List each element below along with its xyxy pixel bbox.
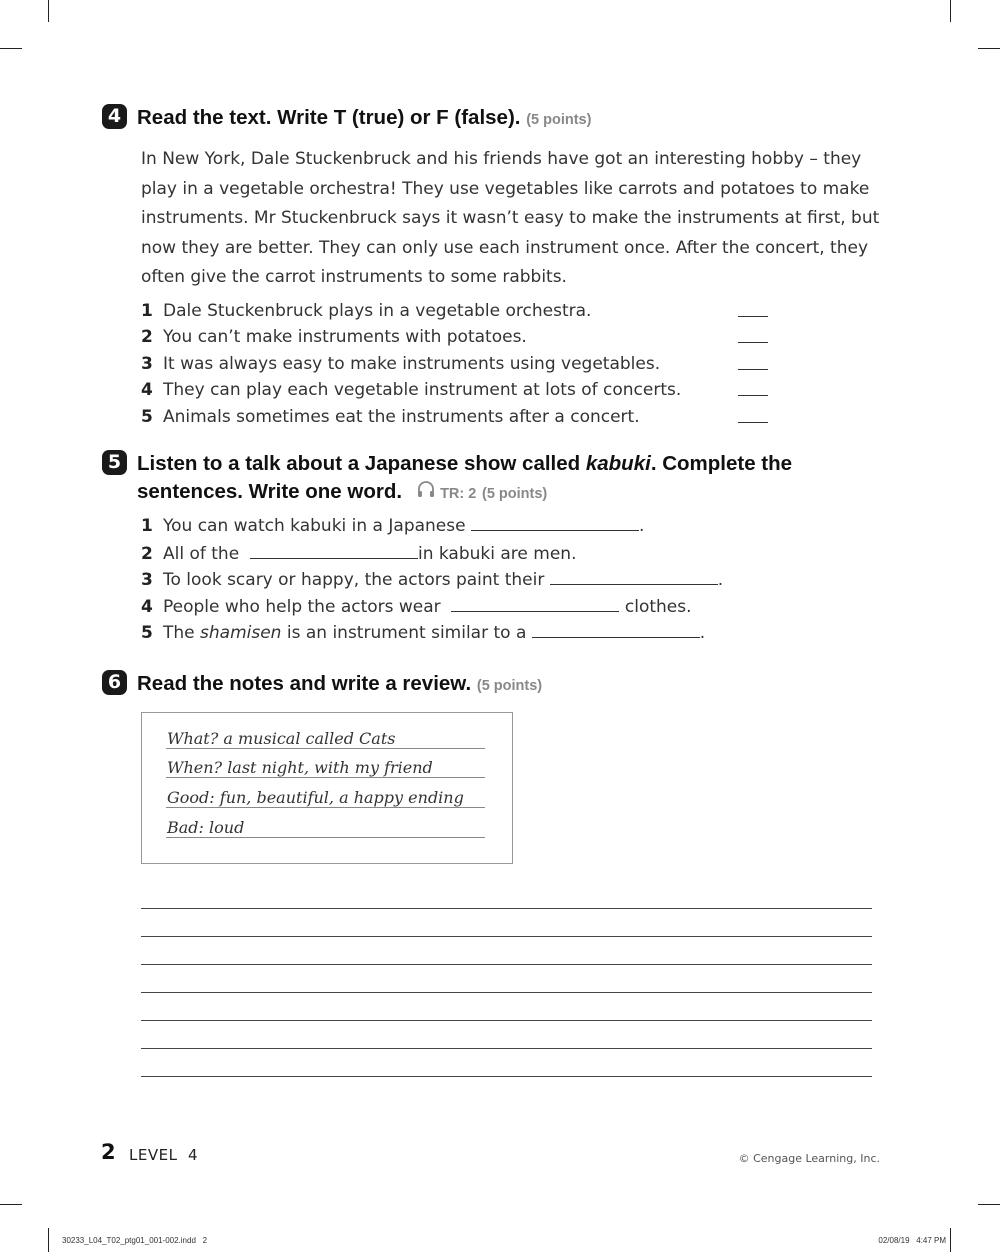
- true-false-item: [141, 380, 681, 400]
- item-number: 5: [141, 407, 153, 427]
- writing-line[interactable]: [141, 908, 872, 909]
- page-number: 2: [101, 1140, 116, 1164]
- heading-text: Read the notes and write a review.: [137, 672, 472, 695]
- item-text: All of the: [163, 544, 240, 564]
- crop-mark: [950, 1228, 951, 1252]
- item-text: To look scary or happy, the actors paint their: [163, 570, 545, 590]
- paragraph-line: In New York, Dale Stuckenbruck and his friends have got an interesting hobby – they: [141, 149, 862, 169]
- item-italic-word: shamisen: [200, 623, 282, 643]
- slug-file-info: 30233_L04_T02_ptg01_001-002.indd 2: [62, 1236, 208, 1245]
- track-label: TR: 2: [440, 486, 477, 502]
- true-false-item: [141, 407, 640, 427]
- paragraph-line: now they are better. They can only use each instrument once. After the concert, they: [141, 237, 869, 258]
- crop-mark: [0, 48, 22, 49]
- true-false-item: [141, 354, 660, 374]
- answer-blank[interactable]: [532, 636, 700, 638]
- item-text: .: [638, 516, 645, 536]
- item-number: 1: [141, 516, 153, 536]
- crop-mark: [978, 1204, 1000, 1205]
- heading-text: . Complete the: [650, 452, 793, 475]
- item-number: 5: [141, 623, 153, 643]
- heading-text: sentences. Write one word.: [137, 480, 403, 503]
- heading-text: Read the text. Write T (true) or F (false).: [137, 106, 521, 129]
- answer-blank[interactable]: [250, 557, 418, 559]
- item-text: It was always easy to make instruments using vegetables.: [163, 354, 661, 374]
- heading-italic: kabuki: [585, 452, 651, 475]
- note-line: Bad: loud: [166, 818, 485, 838]
- item-number: 2: [141, 327, 153, 347]
- section-5-heading: [102, 450, 792, 508]
- item-text: You can watch kabuki in a Japanese: [163, 516, 466, 536]
- section-number-badge: 4: [102, 104, 127, 129]
- item-number: 3: [141, 570, 153, 590]
- item-number: 1: [141, 301, 153, 321]
- answer-blank[interactable]: [738, 395, 768, 396]
- item-number: 4: [141, 380, 153, 400]
- section-number-badge: 6: [102, 670, 127, 695]
- points-label: (5 points): [482, 486, 548, 502]
- item-text: is an instrument similar to a: [281, 623, 527, 643]
- copyright-notice: © Cengage Learning, Inc.: [738, 1152, 880, 1165]
- points-label: (5 points): [526, 112, 592, 128]
- paragraph-line: play in a vegetable orchestra! They use vegetables like carrots and potatoes to make: [141, 178, 870, 199]
- true-false-item: [141, 327, 527, 347]
- item-number: 2: [141, 544, 153, 564]
- writing-line[interactable]: [141, 1076, 872, 1077]
- item-text: Animals sometimes eat the instruments after a concert.: [163, 407, 640, 427]
- writing-line[interactable]: [141, 1020, 872, 1021]
- item-text: Dale Stuckenbruck plays in a vegetable orchestra.: [163, 301, 592, 321]
- level-label: LEVEL 4: [129, 1146, 199, 1164]
- section-6-heading: [102, 670, 542, 700]
- writing-line[interactable]: [141, 1048, 872, 1049]
- item-text: .: [699, 623, 706, 643]
- writing-line[interactable]: [141, 964, 872, 965]
- answer-blank[interactable]: [471, 529, 639, 531]
- section-number-badge: 5: [102, 450, 127, 475]
- answer-blank[interactable]: [738, 342, 768, 343]
- answer-blank[interactable]: [550, 583, 718, 585]
- item-number: 4: [141, 597, 153, 617]
- heading-line-1: [137, 450, 792, 478]
- heading-line-2: [137, 478, 792, 508]
- item-text: clothes.: [624, 597, 692, 617]
- crop-mark: [0, 1204, 22, 1205]
- reading-text: [141, 145, 881, 293]
- crop-mark: [950, 0, 951, 22]
- paragraph-line: instruments. Mr Stuckenbruck says it wasn’t easy to make the instruments at first, but: [141, 208, 880, 228]
- note-line: What? a musical called Cats: [166, 729, 485, 749]
- headphones-icon: [416, 479, 436, 507]
- paragraph-line: often give the carrot instruments to some rabbits.: [141, 267, 567, 287]
- answer-blank[interactable]: [738, 369, 768, 370]
- answer-blank[interactable]: [451, 610, 619, 612]
- section-title: [137, 670, 542, 700]
- item-text: You can’t make instruments with potatoes.: [163, 327, 527, 347]
- item-text: in kabuki are men.: [417, 544, 577, 564]
- crop-mark: [48, 0, 49, 22]
- fill-in-item: [141, 516, 644, 536]
- writing-line[interactable]: [141, 992, 872, 993]
- slug-date: 02/08/19 4:47 PM: [878, 1236, 946, 1245]
- answer-blank[interactable]: [738, 316, 768, 317]
- section-4-heading: [102, 104, 591, 134]
- fill-in-item: [141, 597, 692, 617]
- item-text: People who help the actors wear: [163, 597, 441, 617]
- crop-mark: [978, 48, 1000, 49]
- item-text: The: [163, 623, 201, 643]
- points-label: (5 points): [476, 678, 543, 694]
- notes-box: [141, 712, 513, 864]
- fill-in-item: [141, 544, 576, 564]
- true-false-item: [141, 301, 591, 321]
- heading-text: Listen to a talk about a Japanese show called: [137, 452, 586, 475]
- item-text: .: [717, 570, 724, 590]
- section-title: [137, 450, 792, 508]
- writing-line[interactable]: [141, 936, 872, 937]
- crop-mark: [48, 1228, 49, 1252]
- fill-in-item: [141, 570, 723, 590]
- note-line: Good: fun, beautiful, a happy ending: [166, 788, 485, 808]
- fill-in-item: [141, 623, 705, 643]
- section-title: [137, 104, 591, 134]
- answer-blank[interactable]: [738, 422, 768, 423]
- note-line: When? last night, with my friend: [166, 758, 485, 778]
- item-text: They can play each vegetable instrument at lots of concerts.: [163, 380, 682, 400]
- item-number: 3: [141, 354, 153, 374]
